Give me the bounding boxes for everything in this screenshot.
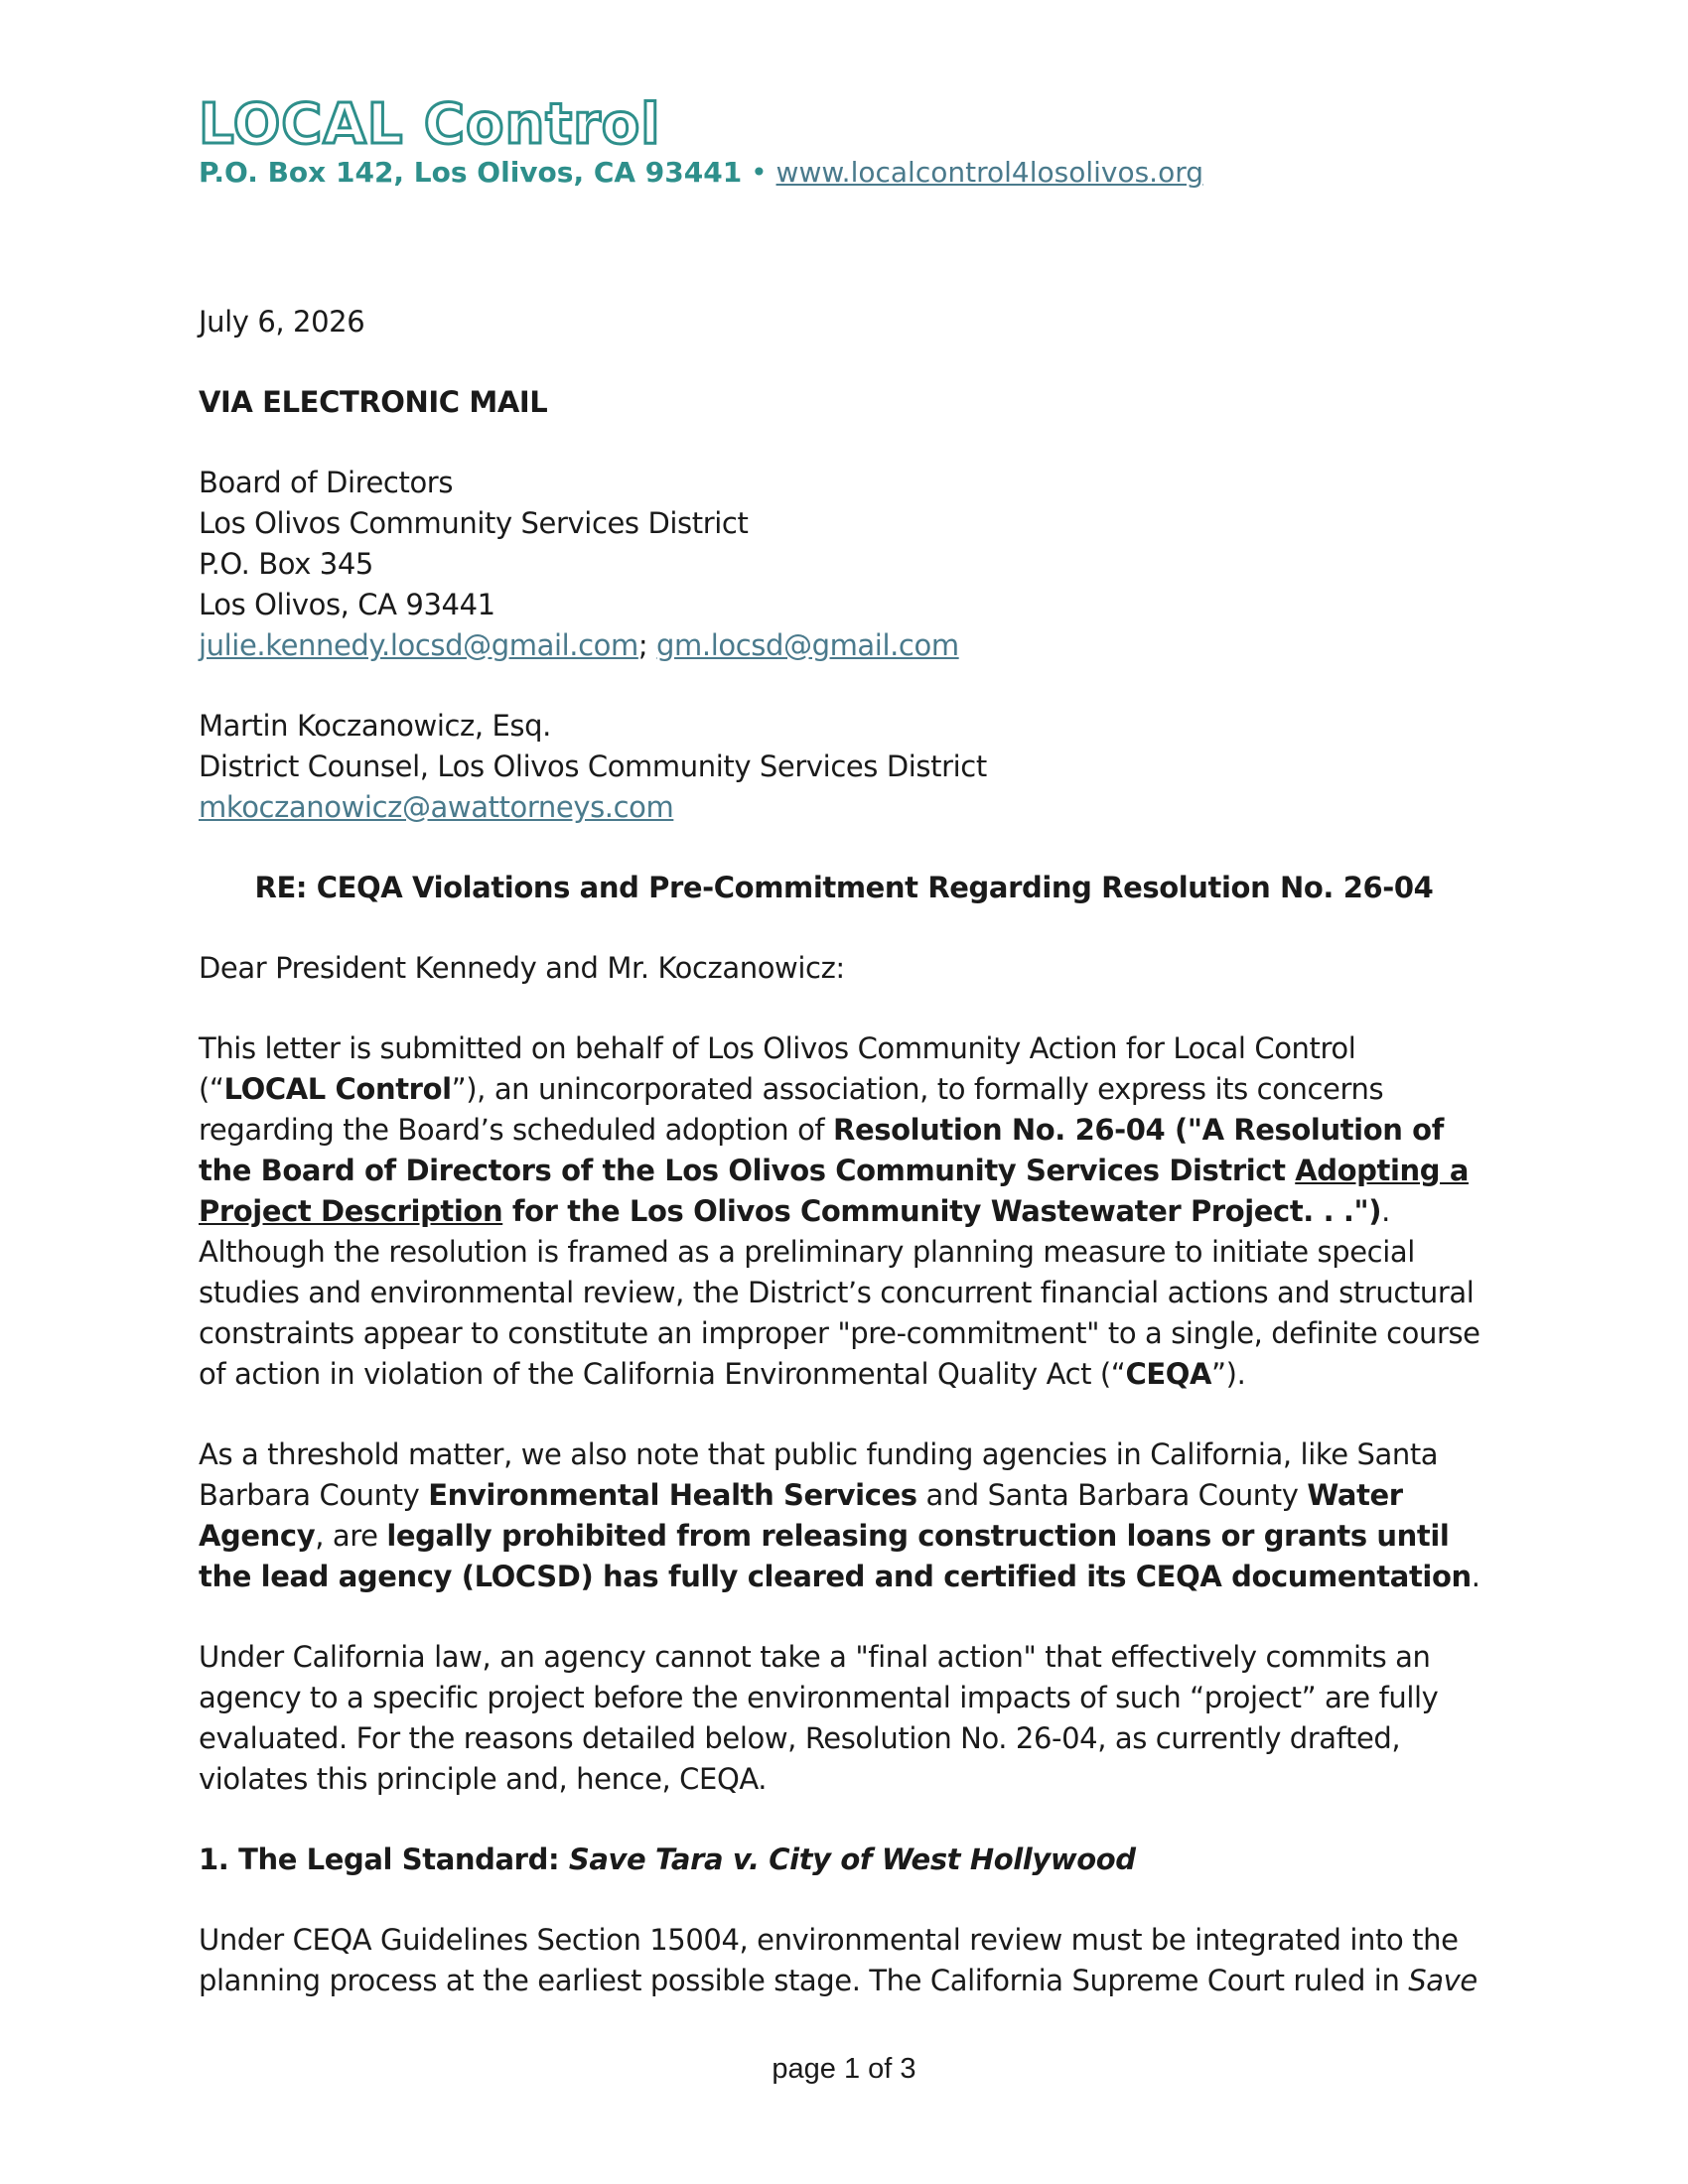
para-text: As a threshold matter, we also note that public funding agencies in California, like Santa Barbara County [199,1437,1439,1512]
para-bold: legally prohibited from releasing construction loans or grants until the lead agency (LOCSD) has fully cleared and certified its CEQA documentation [199,1519,1472,1593]
subject-line: RE: CEQA Violations and Pre-Commitment Regarding Resolution No. 26-04 [254,871,1434,904]
recipient-line: Los Olivos Community Services District [199,506,749,540]
letter-page [199,92,1489,2001]
para-bold-underline: Adopting a Project Description [199,1154,1470,1228]
paragraph-1 [199,1028,1489,1395]
email-link-kennedy[interactable]: julie.kennedy.locsd@gmail.com [199,628,638,662]
recipient-line: P.O. Box 345 [199,547,373,581]
salutation: Dear President Kennedy and Mr. Koczanowicz: [199,951,845,985]
para-text: and Santa Barbara County [916,1478,1308,1512]
email-separator: ; [637,628,648,662]
recipient-emails [199,625,1489,666]
email-link-counsel[interactable]: mkoczanowicz@awattorneys.com [199,790,674,824]
para-text: . [1471,1560,1480,1593]
recipient-board [199,463,1489,666]
para-bold: LOCAL Control [223,1072,452,1106]
para-bold: Environmental Health Services [428,1478,917,1512]
paragraph-4 [199,1920,1489,2001]
recipient-line: District Counsel, Los Olivos Community Services District [199,750,987,783]
letter-date: July 6, 2026 [199,305,365,339]
heading-case-name: Save Tara v. City of West Hollywood [568,1843,1136,1876]
para-bold: CEQA [1125,1357,1212,1391]
letterhead-address-line [199,155,1489,191]
paragraph-3: Under California law, an agency cannot take a "final action" that effectively commits an agency to a specific project before the environmental impacts of such “project” are fully evaluated. For the reasons detailed below, Resolution No. 26-04, as currently drafted, violates this principle and, hence, CEQA. [199,1640,1439,1796]
para-text: This letter is submitted on behalf of Los Olivos Community Action for Local Control (“ [199,1031,1356,1106]
section-heading-1 [199,1840,1489,1880]
website-link[interactable]: www.localcontrol4losolivos.org [775,156,1203,189]
para-text: ”), an unincorporated association, to formally express its concerns regarding the Board’s scheduled adoption of [199,1072,1384,1147]
para-bold: for the Los Olivos Community Wastewater Project. . .") [502,1194,1382,1228]
paragraph-2 [199,1434,1489,1597]
address-separator: • [751,156,768,189]
para-text: Under CEQA Guidelines Section 15004, environmental review must be integrated into the planning process at the earliest possible stage. The California Supreme Court ruled in [199,1923,1459,1997]
heading-prefix: 1. The Legal Standard: [199,1843,569,1876]
logo: LOCAL Control [199,92,661,157]
para-bold: Resolution No. 26-04 ("A Resolution of the Board of Directors of the Los Olivos Community Services District [199,1113,1444,1187]
delivery-method: VIA ELECTRONIC MAIL [199,385,548,419]
recipient-line: Los Olivos, CA 93441 [199,588,495,621]
para-bold: Water Agency [199,1478,1403,1553]
para-text: . Although the resolution is framed as a preliminary planning measure to initiate special studies and environmental review, the District’s concurrent financial actions and structural constraints appear to constitute an improper "pre-commitment" to a single, definite course of action in violation of the California Environmental Quality Act (“ [199,1194,1480,1391]
recipient-counsel [199,706,1489,828]
para-text: ”). [1211,1357,1246,1391]
recipient-line: Martin Koczanowicz, Esq. [199,709,551,743]
para-italic: Save [1408,1964,1477,1997]
letterhead-address: P.O. Box 142, Los Olivos, CA 93441 [199,156,743,189]
para-text: , are [315,1519,387,1553]
email-link-gm[interactable]: gm.locsd@gmail.com [656,628,959,662]
recipient-line: Board of Directors [199,466,454,499]
page-number: page 1 of 3 [772,2053,916,2085]
